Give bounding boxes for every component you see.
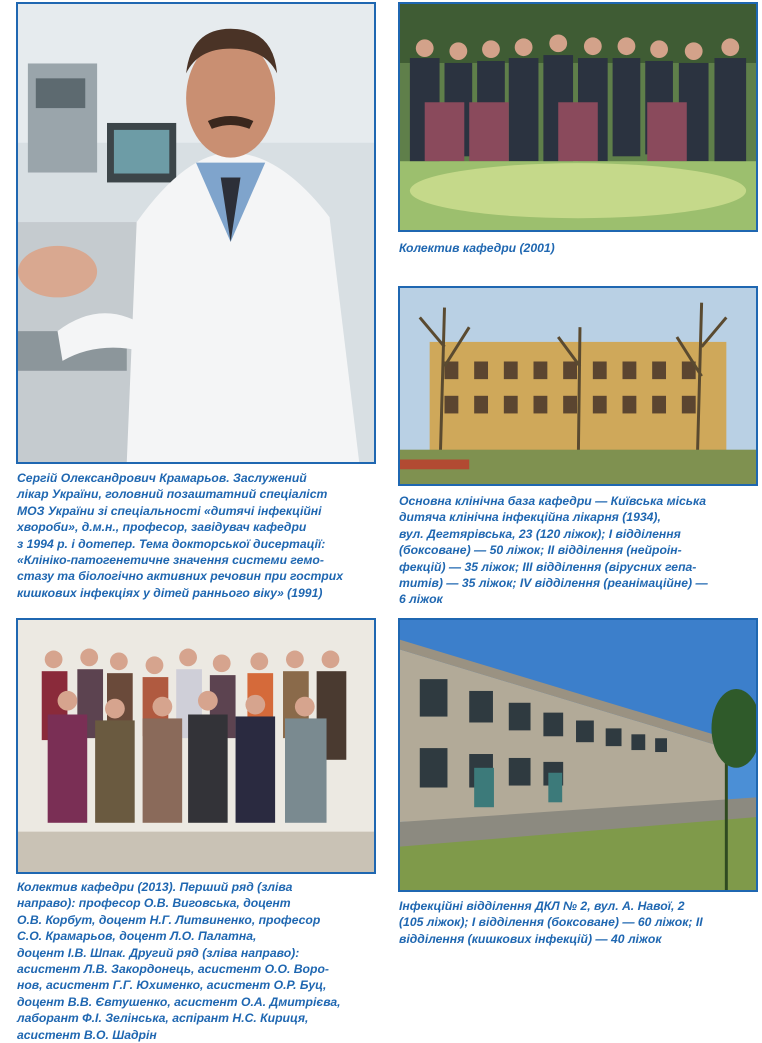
caption-line: дитяча клінічна інфекційна лікарня (1934), — [399, 510, 661, 525]
caption-line: кишкових інфекціях у дітей раннього віку» (1991) — [17, 585, 323, 600]
caption-line: Інфекційні відділення ДКЛ № 2, вул. А. Навої, 2 — [399, 899, 685, 913]
portrait-photo — [16, 2, 376, 464]
caption-line: МОЗ України зі спеціальності «дитячі інфекційні — [17, 503, 322, 518]
caption-line: фекцій) — 35 ліжок; ІІІ відділення (вірусних гепа- — [399, 559, 697, 574]
caption-line: (боксоване) — 50 ліжок; ІІ відділення (нейроін- — [399, 543, 682, 558]
dkl2-caption — [399, 898, 703, 947]
caption-line: нов, асистент Г.Г. Юхименко, асистент О.Р. Буц, — [17, 978, 327, 993]
clinic-caption — [399, 493, 708, 608]
team-2013-photo — [16, 618, 376, 874]
caption-line: 6 ліжок — [399, 592, 443, 607]
caption-line: Основна клінічна база кафедри — Київська міська — [399, 494, 707, 508]
portrait-caption — [17, 470, 343, 601]
caption-line: відділення (кишкових інфекцій) — 40 ліжок — [399, 931, 662, 946]
caption-line: С.О. Крамарьов, доцент Л.О. Палатна, — [17, 929, 257, 944]
team-2001-caption — [399, 240, 555, 256]
caption-line: направо): професор О.В. Виговська, доцент — [17, 896, 291, 911]
caption-line: лікар України, головний позаштатний спеціаліст — [17, 487, 328, 502]
caption-line: доцент І.В. Шпак. Другий ряд (зліва направо): — [17, 945, 300, 960]
caption-line: Сергій Олександрович Крамарьов. Заслужений — [17, 471, 307, 485]
caption-line: асистент Л.В. Закордонець, асистент О.О. Воро- — [17, 962, 329, 977]
caption-line: стазу та біологічно активних речовин при гострих — [17, 569, 343, 584]
dkl2-building-photo — [398, 618, 758, 892]
caption-line: титів) — 35 ліжок; IV відділення (реанімаційне) — — [399, 576, 708, 591]
team-2001-photo — [398, 2, 758, 232]
caption-line: (105 ліжок); І відділення (боксоване) — 60 ліжок; ІІ — [399, 915, 703, 930]
team-2013-caption — [17, 879, 341, 1043]
caption-line: вул. Дегтярівська, 23 (120 ліжок); І відділення — [399, 526, 681, 541]
caption-line: доцент В.В. Євтушенко, асистент О.А. Дмитрієва, — [17, 994, 341, 1009]
caption-line: лаборант Ф.І. Зелінська, аспірант Н.С. Кириця, — [17, 1011, 309, 1026]
caption-line: асистент В.О. Шадрін — [17, 1027, 157, 1042]
caption-line: Колектив кафедри (2013). Перший ряд (зліва — [17, 880, 293, 894]
caption-line: Колектив кафедри (2001) — [399, 241, 555, 255]
clinic-building-photo — [398, 286, 758, 486]
caption-line: О.В. Корбут, доцент Н.Г. Литвиненко, професор — [17, 912, 321, 927]
caption-line: хвороби», д.м.н., професор, завідувач кафедри — [17, 520, 307, 535]
caption-line: з 1994 р. і дотепер. Тема докторської дисертації: — [17, 536, 326, 551]
caption-line: «Клініко-патогенетичне значення системи гемо- — [17, 553, 324, 568]
